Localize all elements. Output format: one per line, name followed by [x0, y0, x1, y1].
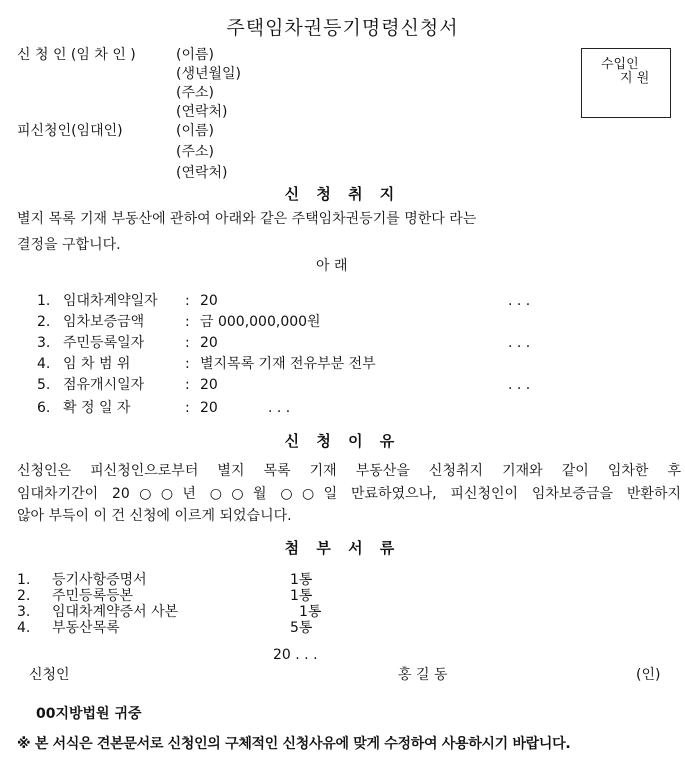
respondent-role: 피신청인(임대인)	[17, 123, 123, 139]
respondent-name-field: (이름)	[176, 123, 214, 139]
attachment-count: 5통	[290, 620, 313, 636]
attachments-heading: 첨 부 서 류	[284, 539, 401, 557]
signature-label: 신청인	[29, 667, 70, 683]
applicant-role: 신 청 인 (임 차 인 )	[17, 47, 136, 63]
court-addressee: 00지방법원 귀중	[36, 706, 142, 722]
reason-line1: 신청인은 피신청인으로부터 별지 목록 기재 부동산을 신청취지 기재와 같이 임차한 후	[17, 463, 681, 479]
item-number: 4.	[37, 356, 51, 372]
attachment-count: 1통	[299, 604, 322, 620]
reason-heading: 신 청 이 유	[284, 432, 401, 450]
application-date: 20 . . .	[273, 647, 318, 663]
purpose-heading: 신 청 취 지	[284, 185, 401, 203]
purpose-line1: 별지 목록 기재 부동산에 관하여 아래와 같은 주택임차권등기를 명한다 라는	[17, 211, 477, 227]
applicant-signature-name: 홍 길 동	[398, 667, 448, 683]
stamp-label-line1: 수입인	[601, 57, 639, 72]
purpose-line2: 결정을 구합니다.	[17, 237, 121, 253]
item-colon: :	[185, 335, 190, 351]
item-value: 20	[200, 377, 218, 393]
item-label: 임 차 범 위	[63, 356, 131, 372]
item-colon: :	[185, 314, 190, 330]
attachment-name: 등기사항증명서	[52, 572, 147, 588]
applicant-birth-field: (생년월일)	[176, 66, 242, 82]
attachment-count: 1통	[290, 588, 313, 604]
reason-line3: 않아 부득이 이 건 신청에 이르게 되었습니다.	[17, 508, 292, 524]
item-label: 임차보증금액	[63, 314, 145, 330]
item-label: 임대차계약일자	[63, 293, 158, 309]
below-heading: 아 래	[316, 258, 348, 274]
template-notice: ※ 본 서식은 견본문서로 신청인의 구체적인 신청사유에 맞게 수정하여 사용하시기 바랍니다.	[17, 736, 571, 752]
applicant-address-field: (주소)	[176, 85, 214, 101]
item-value: 20	[200, 293, 218, 309]
item-number: 3.	[37, 335, 51, 351]
item-colon: :	[185, 400, 190, 416]
attachment-number: 1.	[17, 572, 31, 588]
stamp-label-line2: 지 원	[620, 71, 650, 86]
reason-line2: 임대차기간이 20○○년 ○○월 ○○일 만료하였으나, 피신청인이 임차보증금을 반환하지	[17, 486, 681, 502]
item-label: 확 정 일 자	[63, 400, 131, 416]
respondent-contact-field: (연락처)	[176, 165, 228, 181]
item-value: 20	[200, 335, 218, 351]
revenue-stamp-box	[581, 48, 671, 118]
item-value: 20	[200, 400, 218, 416]
applicant-contact-field: (연락처)	[176, 104, 228, 120]
item-number: 5.	[37, 377, 51, 393]
item-date-dots: . . .	[508, 335, 531, 351]
item-label: 주민등록일자	[63, 335, 145, 351]
item-date-dots: . . .	[508, 377, 531, 393]
respondent-address-field: (주소)	[176, 144, 214, 160]
attachment-name: 임대차계약증서 사본	[52, 604, 179, 620]
item-colon: :	[185, 377, 190, 393]
item-number: 6.	[37, 400, 51, 416]
document-title: 주택임차권등기명령신청서	[226, 17, 459, 39]
item-colon: :	[185, 293, 190, 309]
item-value: 별지목록 기재 전유부분 전부	[200, 356, 376, 372]
attachment-number: 2.	[17, 588, 31, 604]
item-colon: :	[185, 356, 190, 372]
attachment-name: 부동산목록	[52, 620, 120, 636]
applicant-name-field: (이름)	[176, 47, 214, 63]
item-number: 1.	[37, 293, 51, 309]
seal-mark: (인)	[636, 667, 661, 683]
item-number: 2.	[37, 314, 51, 330]
attachment-number: 3.	[17, 604, 31, 620]
item-date-dots: . . .	[268, 400, 291, 416]
item-date-dots: . . .	[508, 293, 531, 309]
item-label: 점유개시일자	[63, 377, 145, 393]
item-value: 금 000,000,000원	[200, 314, 321, 330]
attachment-name: 주민등록등본	[52, 588, 134, 604]
attachment-number: 4.	[17, 620, 31, 636]
attachment-count: 1통	[290, 572, 313, 588]
